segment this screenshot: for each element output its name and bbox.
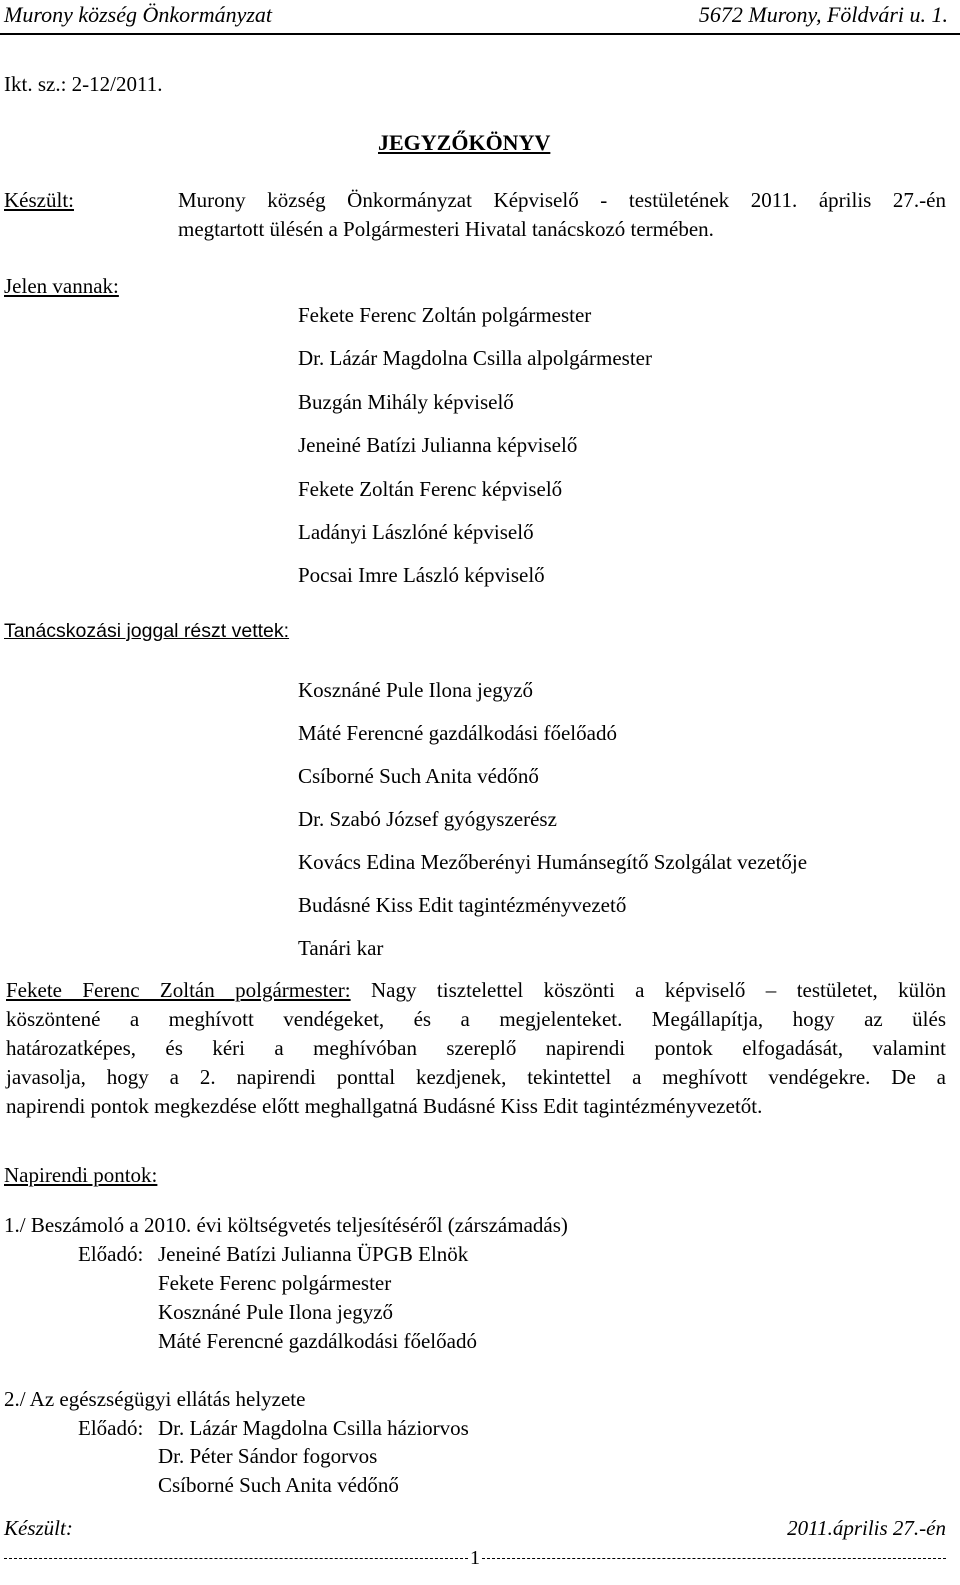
footer-left: Készült: bbox=[4, 1516, 73, 1540]
member: Buzgán Mihály képviselő bbox=[298, 390, 514, 414]
footer-page-rule bbox=[0, 1547, 960, 1569]
agenda-label: Napirendi pontok: bbox=[4, 1163, 158, 1187]
keszult-line-1: Murony község Önkormányzat Képviselő - testületének 2011. április 27.-én bbox=[178, 188, 946, 212]
member: Fekete Ferenc Zoltán polgármester bbox=[298, 303, 592, 327]
speaker-name: Fekete Ferenc Zoltán polgármester: bbox=[6, 978, 351, 1002]
agenda-item-title: 2./ Az egészségügyi ellátás helyzete bbox=[4, 1387, 306, 1411]
member: Dr. Szabó József gyógyszerész bbox=[298, 807, 557, 831]
page-number: 1 bbox=[470, 1546, 480, 1569]
document-title: JEGYZŐKÖNYV bbox=[378, 130, 551, 155]
member: Máté Ferencné gazdálkodási főelőadó bbox=[298, 721, 617, 745]
member: Csíborné Such Anita védőnő bbox=[298, 764, 539, 788]
footer-right: 2011.április 27.-én bbox=[787, 1516, 946, 1540]
header-right: 5672 Murony, Földvári u. 1. bbox=[698, 2, 948, 27]
speech-line-1: Nagy tisztelettel köszönti a képviselő – testületet, külön bbox=[350, 978, 946, 1002]
footer-dash-right bbox=[482, 1558, 946, 1559]
speech-paragraph bbox=[6, 976, 946, 1121]
keszult-label: Készült: bbox=[4, 188, 74, 212]
footer-dash-left bbox=[4, 1558, 468, 1559]
presenter: Máté Ferencné gazdálkodási főelőadó bbox=[158, 1329, 477, 1353]
member: Dr. Lázár Magdolna Csilla alpolgármester bbox=[298, 346, 652, 370]
presenter: Jeneiné Batízi Julianna ÜPGB Elnök bbox=[158, 1242, 469, 1266]
member: Tanári kar bbox=[298, 936, 384, 960]
member: Kovács Edina Mezőberényi Humánsegítő Szolgálat vezetője bbox=[298, 850, 808, 874]
agenda-item-title: 1./ Beszámoló a 2010. évi költségvetés teljesítéséről (zárszámadás) bbox=[4, 1213, 568, 1237]
member: Budásné Kiss Edit tagintézményvezető bbox=[298, 893, 627, 917]
member: Kosznáné Pule Ilona jegyző bbox=[298, 678, 534, 702]
member: Pocsai Imre László képviselő bbox=[298, 563, 545, 587]
member: Jeneiné Batízi Julianna képviselő bbox=[298, 433, 578, 457]
presenter: Fekete Ferenc polgármester bbox=[158, 1271, 392, 1295]
speech-line-3: határozatképes, és kéri a meghívóban szereplő napirendi pontok elfogadását, valamint bbox=[6, 1036, 946, 1060]
presenter: Dr. Lázár Magdolna Csilla háziorvos bbox=[158, 1416, 469, 1440]
member: Ladányi Lászlóné képviselő bbox=[298, 520, 534, 544]
speech-line-5: napirendi pontok megkezdése előtt meghallgatná Budásné Kiss Edit tagintézményvezetőt. bbox=[6, 1094, 763, 1118]
keszult-line-2: megtartott ülésén a Polgármesteri Hivatal tanácskozó termében. bbox=[178, 217, 714, 241]
tanacskozasi-label: Tanácskozási joggal részt vettek: bbox=[4, 620, 290, 642]
header-left: Murony község Önkormányzat bbox=[4, 2, 273, 27]
jelen-label: Jelen vannak: bbox=[4, 274, 119, 298]
presenter-label: Előadó: bbox=[78, 1242, 144, 1266]
presenter-label: Előadó: bbox=[78, 1416, 144, 1440]
presenter: Dr. Péter Sándor fogorvos bbox=[158, 1444, 378, 1468]
reference-number: Ikt. sz.: 2-12/2011. bbox=[4, 72, 163, 96]
member: Fekete Zoltán Ferenc képviselő bbox=[298, 477, 563, 501]
speech-line-2: köszöntené a meghívott vendégeket, és a megjelenteket. Megállapítja, hogy az ülés bbox=[6, 1007, 946, 1031]
presenter: Kosznáné Pule Ilona jegyző bbox=[158, 1300, 394, 1324]
header-rule bbox=[0, 33, 960, 35]
presenter: Csíborné Such Anita védőnő bbox=[158, 1473, 399, 1497]
speech-line-4: javasolja, hogy a 2. napirendi ponttal kezdjenek, tekintettel a meghívott vendégekre. De a bbox=[6, 1065, 946, 1089]
